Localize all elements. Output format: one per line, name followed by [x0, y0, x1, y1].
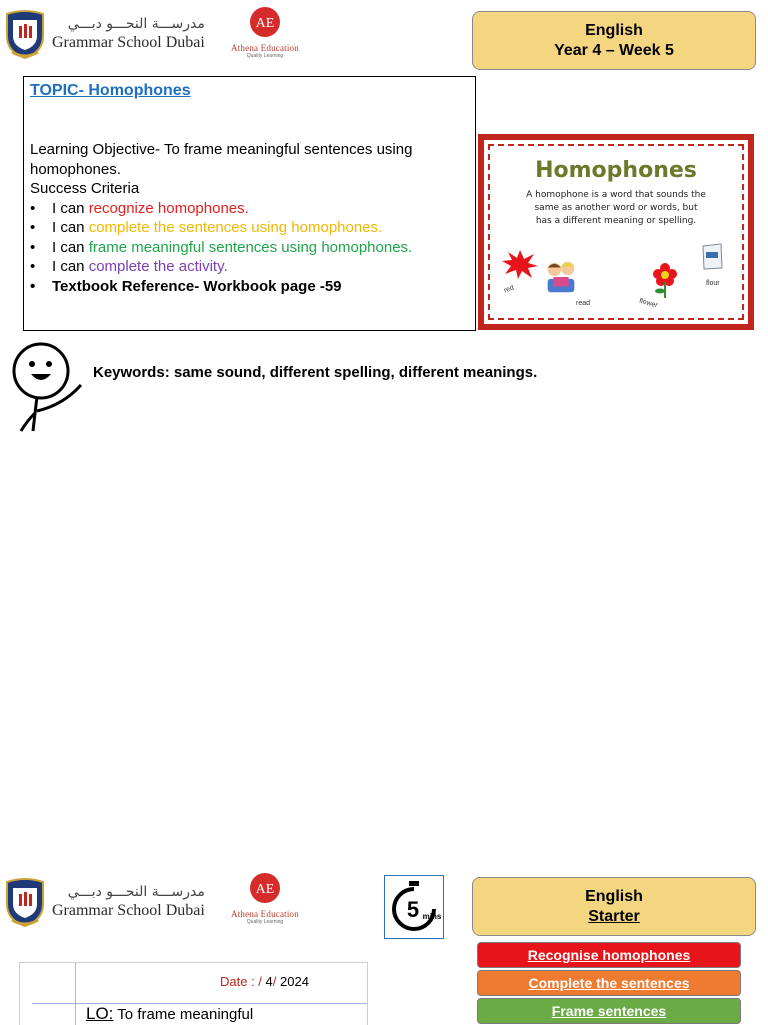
splat-icon — [500, 248, 540, 280]
reading-kids-icon — [542, 258, 580, 296]
frame-sentences-button[interactable]: Frame sentences — [477, 998, 741, 1024]
athena-name: Athena Education — [231, 43, 299, 53]
keywords: Keywords: same sound, different spelling, different meanings. — [93, 364, 538, 381]
word-flour: flour — [706, 280, 720, 287]
success-criteria-heading: Success Criteria — [30, 180, 140, 197]
school-crest-icon — [4, 8, 46, 60]
school-name: Grammar School Dubai — [52, 902, 205, 919]
card-title: Homophones — [535, 158, 697, 183]
criterion-item: • I can complete the sentences using homophones. — [30, 218, 460, 238]
thinking-figure-icon — [6, 337, 88, 433]
complete-sentences-button[interactable]: Complete the sentences — [477, 970, 741, 996]
athena-logo — [215, 6, 315, 59]
athena-tagline: Quality Learning — [246, 919, 284, 925]
athena-tagline: Quality Learning — [246, 53, 284, 59]
school-arabic-name: مدرســـة النحـــو دبـــي — [67, 884, 205, 900]
stopwatch-icon — [385, 876, 443, 938]
athena-logo-starter — [215, 872, 315, 925]
recognise-homophones-button[interactable]: Recognise homophones — [477, 942, 741, 968]
date-line: Date : / 4/ 2024 — [220, 974, 309, 989]
athena-emblem-icon — [249, 6, 281, 38]
badge-week: Year 4 – Week 5 — [554, 41, 674, 59]
textbook-reference: • Textbook Reference- Workbook page -59 — [30, 277, 460, 297]
subject-badge — [472, 11, 756, 70]
success-criteria-list — [30, 199, 460, 297]
card-definition: A homophone is a word that sounds the same as another word or words, but has a different meaning or spelling. — [526, 190, 706, 226]
notebook-page — [19, 962, 368, 1025]
word-red: red — [503, 284, 516, 295]
starter-badge-label: Starter — [588, 907, 640, 925]
athena-initials: AE — [255, 882, 275, 897]
school-arabic-name: مدرســـة النحـــو دبـــي — [67, 16, 205, 32]
timer-number: 5 — [406, 897, 420, 922]
lo-line: LO: To frame meaningful — [86, 1004, 254, 1023]
margin-line — [75, 963, 76, 1025]
school-logo-starter — [4, 876, 205, 928]
learning-objective: Learning Objective- To frame meaningful sentences using homophones. — [30, 141, 413, 178]
badge-subject: English — [585, 21, 643, 39]
lesson-content — [30, 140, 460, 296]
athena-initials: AE — [255, 16, 275, 31]
topic-title: TOPIC- Homophones — [30, 82, 191, 99]
flower-icon — [650, 260, 680, 300]
timer — [384, 875, 444, 939]
homophones-card — [478, 134, 754, 330]
school-crest-icon — [4, 876, 46, 928]
word-flower: flower — [638, 297, 659, 310]
starter-badge — [472, 877, 756, 936]
flour-bag-icon — [700, 240, 724, 270]
timer-unit: mins — [422, 912, 442, 921]
word-read: read — [576, 300, 591, 307]
school-name: Grammar School Dubai — [52, 34, 205, 51]
athena-name: Athena Education — [231, 909, 299, 919]
criterion-item: • I can recognize homophones. — [30, 199, 460, 219]
starter-badge-subject: English — [585, 887, 643, 905]
athena-emblem-icon — [249, 872, 281, 904]
criterion-item: • I can frame meaningful sentences using homophones. — [30, 238, 460, 258]
school-logo — [4, 8, 205, 60]
criterion-item: • I can complete the activity. — [30, 257, 460, 277]
